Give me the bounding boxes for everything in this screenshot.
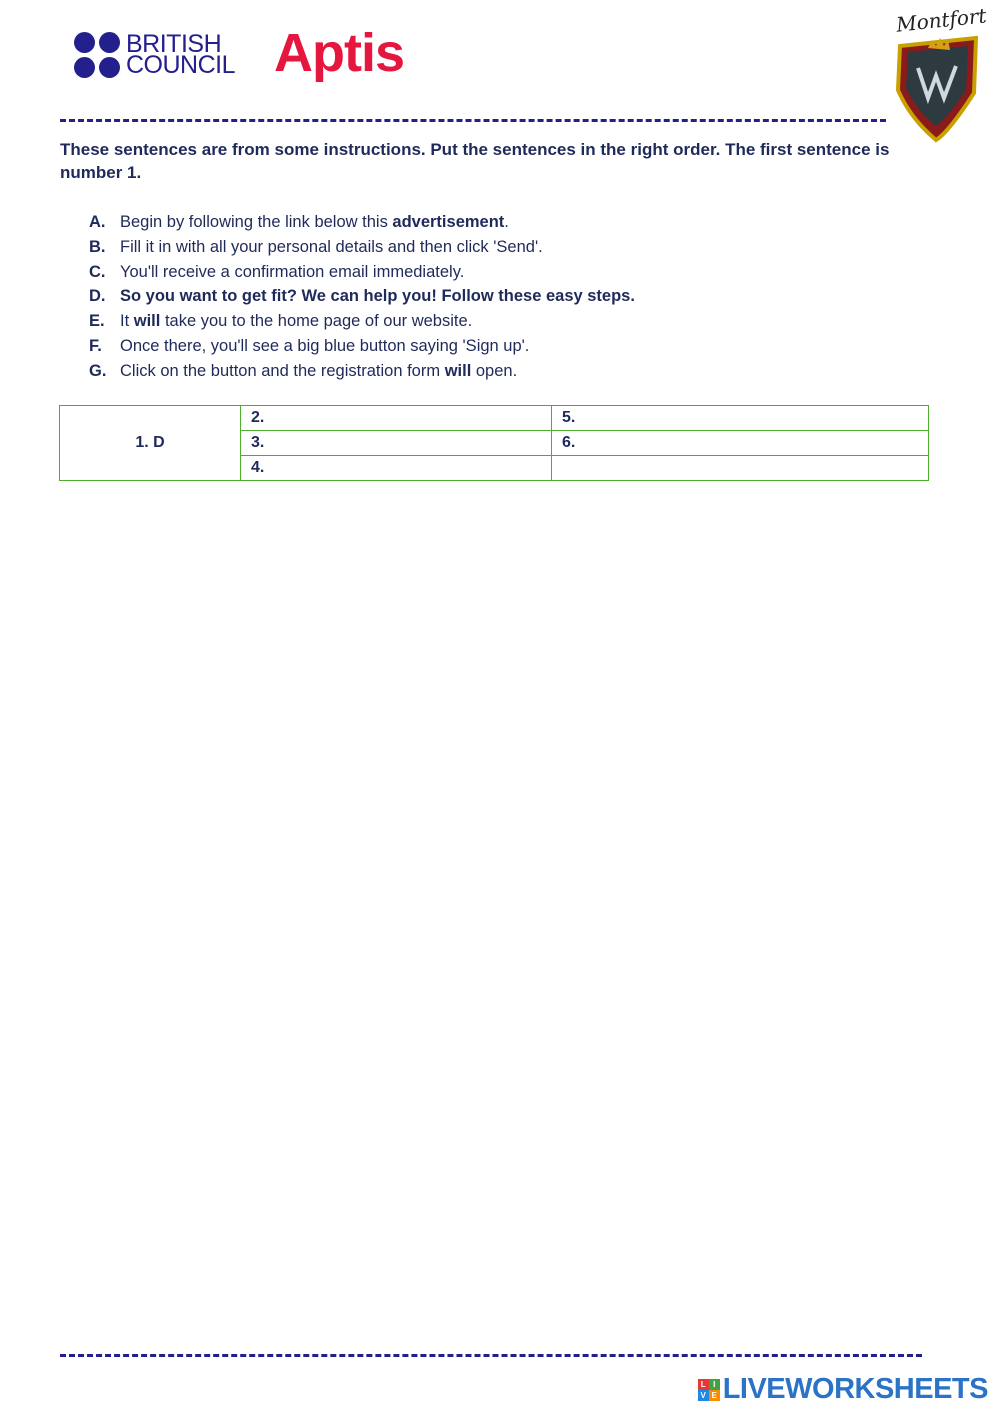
- answer-cell-2[interactable]: 2.: [241, 406, 552, 431]
- item-text: Click on the button and the registration form will open.: [120, 361, 518, 380]
- item-letter: E.: [89, 312, 105, 331]
- answer-cell-6[interactable]: 6.: [552, 431, 929, 456]
- answer-cell-3[interactable]: 3.: [241, 431, 552, 456]
- answer-cell-5[interactable]: 5.: [552, 406, 929, 431]
- item-letter: A.: [89, 213, 106, 231]
- sentence-list: [89, 210, 949, 384]
- list-item: [89, 309, 949, 334]
- list-item: [89, 359, 949, 384]
- bottom-divider: [60, 1354, 922, 1357]
- answer-cell-4[interactable]: 4.: [241, 456, 552, 481]
- signature: Montfort: [894, 3, 988, 37]
- item-text: You'll receive a confirmation email immediately.: [120, 262, 465, 281]
- aptis-logo: Aptis: [274, 23, 404, 83]
- item-text: So you want to get fit? We can help you! Follow these easy steps.: [120, 287, 635, 306]
- british-council-line2: COUNCIL: [126, 51, 236, 79]
- item-text: Fill it in with all your personal details and then click 'Send'.: [120, 237, 543, 256]
- top-divider: [60, 119, 886, 122]
- list-item: [89, 210, 949, 235]
- british-council-logo: [74, 32, 235, 78]
- liveworksheets-wordmark: LIVEWORKSHEETS: [722, 1373, 988, 1405]
- item-letter: C.: [89, 262, 106, 281]
- instructions: These sentences are from some instructions. Put the sentences in the right order. The first sentence is number 1.: [60, 140, 890, 182]
- british-council-line1: BRITISH: [126, 30, 222, 58]
- item-text: Begin by following the link below this advertisement.: [120, 213, 509, 231]
- british-council-dots-icon: [74, 32, 120, 78]
- liveworksheets-icon: L I V E: [698, 1379, 720, 1401]
- list-item: [89, 260, 949, 285]
- liveworksheets-logo: [698, 1373, 988, 1406]
- item-letter: F.: [89, 336, 102, 355]
- answer-cell-1: 1. D: [60, 406, 241, 481]
- answer-table: [59, 405, 929, 481]
- item-letter: G.: [89, 361, 107, 380]
- list-item: [89, 334, 949, 359]
- answer-cell-empty: [552, 456, 929, 481]
- table-row: [60, 406, 929, 431]
- item-text: Once there, you'll see a big blue button saying 'Sign up'.: [120, 336, 530, 355]
- item-text: It will take you to the home page of our website.: [120, 312, 473, 331]
- list-item: [89, 284, 949, 309]
- item-letter: D.: [89, 287, 106, 306]
- list-item: [89, 235, 949, 260]
- british-council-wordmark: [126, 30, 236, 79]
- item-letter: B.: [89, 237, 106, 256]
